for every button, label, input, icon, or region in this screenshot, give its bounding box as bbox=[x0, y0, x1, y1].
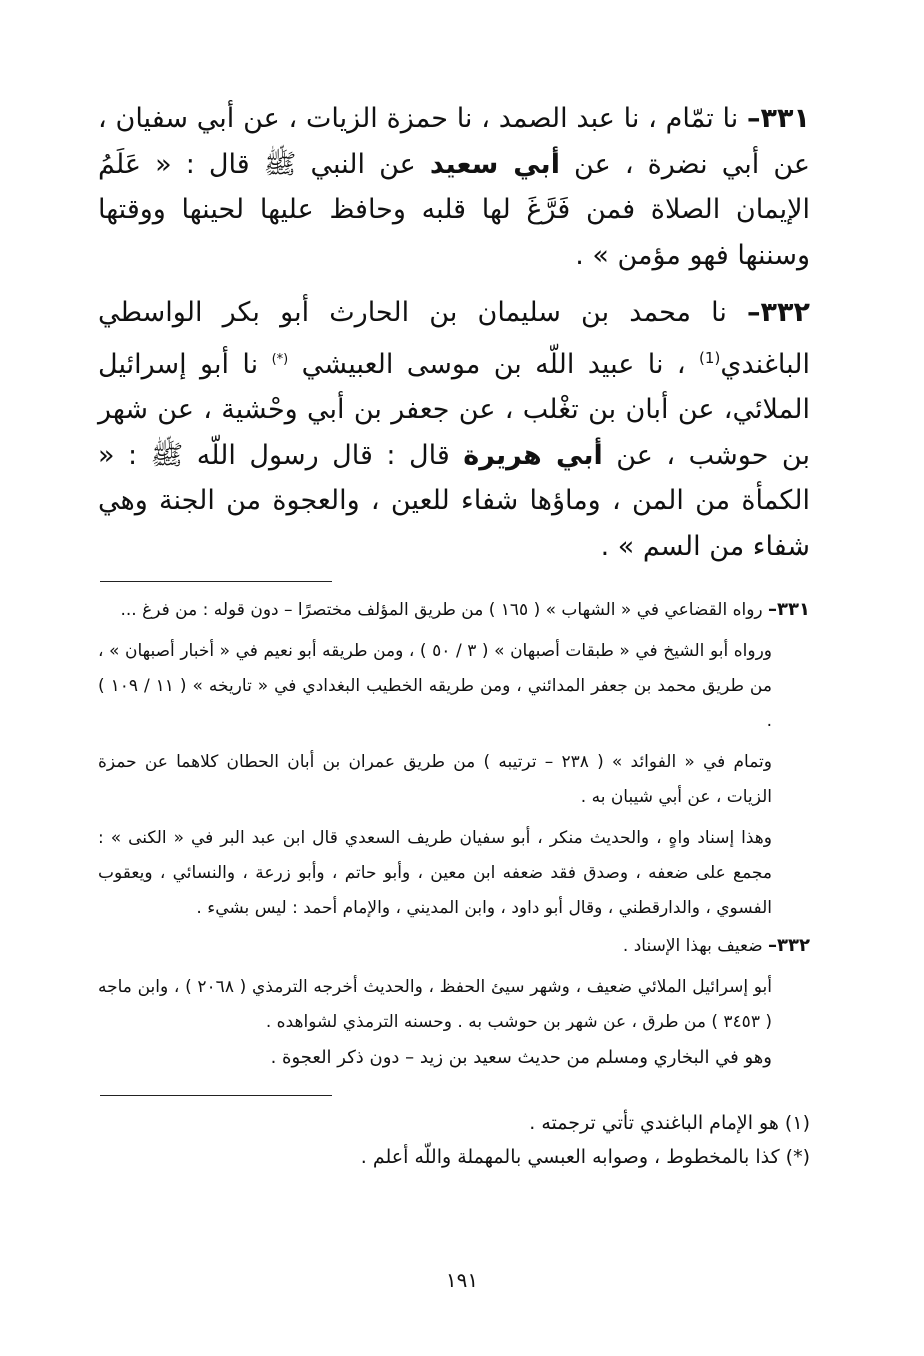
note-paragraph: أبو إسرائيل الملائي ضعيف ، وشهر سيئ الحفظ ، والحديث أخرجه الترمذي ( ٢٠٦٨ ) ، وابن ماجه ( ٣٤٥٣ ) من طرق ، عن شهر بن حوشب به . وحسنه الترمذي لشواهده . bbox=[98, 977, 773, 1032]
note-text: رواه القضاعي في « الشهاب » ( ١٦٥ ) من طريق المؤلف مختصرًا – دون قوله : من فرغ ... bbox=[120, 600, 769, 620]
note-paragraph: وتمام في « الفوائد » ( ٢٣٨ – ترتيبه ) من طريق عمران بن أبان الحطان كلاهما عن حمزة الزيات ، عن أبي شيبان به . bbox=[98, 752, 772, 807]
note-332 bbox=[98, 928, 810, 964]
page-number: ١٩١ bbox=[445, 1268, 479, 1292]
narrator-bold: أبي هريرة bbox=[463, 439, 603, 471]
hadith-331 bbox=[98, 96, 810, 278]
hadith-number: ٣٣١– bbox=[747, 103, 810, 134]
hadith-text: قال : قال رسول اللّه ﷺ : « الكمأة من المن ، وماؤها شفاء للعين ، والعجوة من الجنة وهي شفاء من السم » . bbox=[98, 439, 810, 562]
hadith-text: ، نا عبيد اللّه بن موسى العبيشي bbox=[288, 348, 700, 380]
hadith-text: نا محمد بن سليمان بن الحارث أبو بكر الواسطي الباغندي bbox=[98, 297, 810, 380]
hadith-number: ٣٣٢– bbox=[747, 297, 810, 328]
note-paragraph: ورواه أبو الشيخ في « طبقات أصبهان » ( ٣ / ٥٠ ) ، ومن طريقه أبو نعيم في « أخبار أصبهان » ، من طريق محمد بن جعفر المدائني ، ومن طريقه الخطيب البغدادي في « تاريخه » ( ١١ / ١٠٩ ) . bbox=[98, 641, 772, 731]
narrator-bold: أبي سعيد bbox=[429, 148, 560, 180]
note-paragraph: وهو في البخاري ومسلم من حديث سعيد بن زيد – دون ذكر العجوة . bbox=[270, 1047, 772, 1068]
note-number: ٣٣١– bbox=[768, 599, 810, 620]
notes-divider bbox=[100, 581, 332, 582]
note-paragraph: وهذا إسناد واهٍ ، والحديث منكر ، أبو سفيان طريف السعدي قال ابن عبد البر في « الكنى » : مجمع على ضعفه ، وصدق فقد ضعفه ابن معين ، وأبو حاتم ، وأبو زرعة ، والنسائي ، ويعقوب الفسوي ، والدارقطني ، وقال أبو داود ، وابن المديني ، والإمام أحمد : ليس بشيء . bbox=[98, 828, 772, 918]
note-number: ٣٣٢– bbox=[768, 935, 810, 956]
footnotes bbox=[98, 1106, 810, 1174]
footnote-2: (*) كذا بالمخطوط ، وصوابه العبسي بالمهملة واللّه أعلم . bbox=[360, 1146, 810, 1168]
footnote-1: (١) هو الإمام الباغندي تأتي ترجمته . bbox=[529, 1112, 810, 1134]
footnote-divider bbox=[100, 1095, 332, 1096]
hadith-text: نا تمّام ، نا عبد الصمد ، نا حمزة الزيات ، عن أبي سفيان ، عن أبي نضرة ، عن bbox=[98, 103, 810, 180]
footnote-ref: (*) bbox=[271, 351, 289, 367]
footnote-ref: (1) bbox=[699, 348, 721, 367]
hadith-332 bbox=[98, 290, 810, 569]
hadith-text: عن النبي ﷺ قال : « عَلَمُ الإيمان الصلاة فمن فَرَّغَ لها قلبه وحافظ عليها لحينها ووقتها وسننها فهو مؤمن » . bbox=[98, 148, 810, 271]
hadith-text: نا أبو إسرائيل الملائي، عن أبان بن تغْلب ، عن جعفر بن أبي وحْشية ، عن شهر بن حوشب ، عن bbox=[98, 348, 811, 471]
takhrij-notes bbox=[98, 592, 810, 1075]
main-text bbox=[98, 96, 810, 569]
note-text: ضعيف بهذا الإسناد . bbox=[622, 936, 769, 956]
page-body bbox=[98, 96, 810, 1174]
note-331 bbox=[98, 592, 810, 628]
